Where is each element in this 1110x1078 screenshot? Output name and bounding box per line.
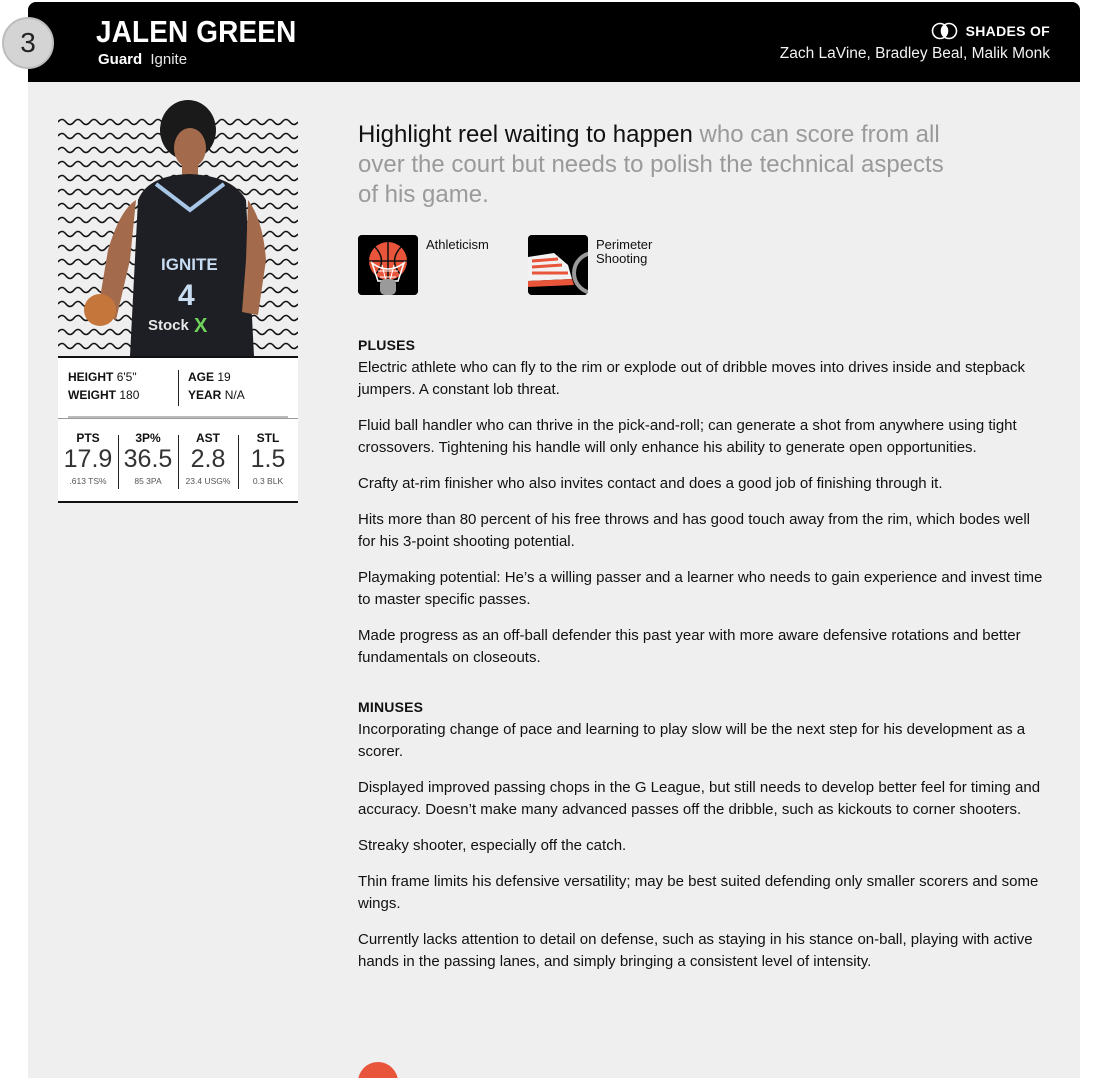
shades-of-players: Zach LaVine, Bradley Beal, Malik Monk — [779, 45, 1050, 62]
stat-3p — [118, 431, 178, 501]
pluses-title: PLUSES — [358, 337, 416, 353]
stat-stl — [238, 431, 298, 501]
age-value: 19 — [217, 370, 231, 384]
svg-text:4: 4 — [178, 279, 195, 312]
plus-item: Fluid ball handler who can thrive in the pick-and-roll; can generate a shot from anywhere using tight crossovers. Tightening his handle will only enhance his ability to generate open opportunities. — [358, 417, 1017, 456]
minus-item: Currently lacks attention to detail on defense, such as staying in his stance on-ball, playing with active hands in the passing lanes, and simply bringing a consistent level of intensity. — [358, 931, 1033, 970]
stat-value: 17.9 — [63, 445, 113, 473]
player-photo — [58, 100, 298, 358]
perimeter-shooting-icon — [528, 235, 588, 295]
player-name: JALEN GREEN — [96, 14, 297, 49]
stat-label: STL — [256, 431, 280, 445]
player-team: Ignite — [150, 51, 188, 68]
headline-strong: Highlight reel waiting to happen — [358, 121, 693, 148]
overlap-circles-icon — [930, 22, 960, 40]
skill-perimeter-shooting — [528, 235, 666, 295]
year-label: YEAR — [188, 388, 222, 402]
svg-text:Stock: Stock — [148, 317, 189, 334]
plus-item: Electric athlete who can fly to the rim or explode out of dribble moves into drives inside and stepback jumpers. A constant lob threat. — [358, 359, 1026, 398]
player-stat-card — [58, 100, 298, 503]
bio-year — [188, 388, 245, 402]
svg-text:IGNITE: IGNITE — [161, 255, 218, 274]
plus-item: Crafty at-rim finisher who also invites contact and does a good job of finishing through it. — [358, 475, 943, 492]
minus-item: Incorporating change of pace and learning to play slow will be the next step for his development as a scorer. — [358, 721, 1026, 760]
scouting-report — [358, 120, 1058, 973]
bio-age — [188, 370, 231, 384]
stat-label: 3P% — [135, 431, 161, 445]
stat-sub: 23.4 USG% — [185, 476, 231, 486]
stat-label: PTS — [76, 431, 100, 445]
bio-height — [68, 370, 137, 384]
year-value: N/A — [224, 388, 245, 402]
player-header — [28, 2, 1080, 82]
player-subtitle — [98, 51, 187, 68]
svg-text:X: X — [194, 315, 208, 337]
stat-value: 36.5 — [123, 445, 173, 473]
player-figure — [84, 100, 266, 356]
stat-pts — [58, 431, 118, 501]
athleticism-icon — [358, 235, 418, 295]
stat-value: 2.8 — [190, 445, 226, 473]
minus-item: Streaky shooter, especially off the catch. — [358, 837, 627, 854]
headline-rest: who can score from all over the court but needs to polish the technical aspects of his game. — [358, 121, 944, 208]
plus-item: Playmaking potential: He’s a willing passer and a learner who needs to gain experience and invest time to master specific passes. — [358, 569, 1043, 608]
minus-item: Thin frame limits his defensive versatility; may be best suited defending only smaller scorers and some wings. — [358, 873, 1039, 912]
weight-value: 180 — [119, 388, 140, 402]
stat-sub: 0.3 BLK — [252, 476, 284, 486]
skill-label-athleticism: Athleticism — [426, 237, 489, 252]
skill-athleticism — [358, 235, 496, 295]
minuses-title: MINUSES — [358, 699, 424, 715]
height-label: HEIGHT — [68, 370, 114, 384]
player-card-panel — [28, 2, 1080, 1078]
stat-sub: 85 3PA — [134, 476, 162, 486]
wavy-lines-background — [58, 100, 298, 356]
stat-sub: .613 TS% — [69, 476, 107, 486]
age-label: AGE — [188, 370, 215, 384]
scroll-to-top-button[interactable] — [358, 1062, 398, 1078]
stat-value: 1.5 — [250, 445, 286, 473]
stat-ast — [178, 431, 238, 501]
bio-underline — [68, 416, 288, 418]
plus-item: Hits more than 80 percent of his free throws and has good touch away from the rim, which bodes well for his 3-point shooting potential. — [358, 511, 1031, 550]
player-position: Guard — [98, 51, 143, 68]
plus-item: Made progress as an off-ball defender this past year with more aware defensive rotations and better fundamentals on closeouts. — [358, 627, 1021, 666]
height-value: 6'5" — [116, 370, 137, 384]
skill-badges — [358, 235, 1058, 295]
player-bio — [58, 358, 298, 419]
shades-of-text: SHADES OF — [965, 23, 1050, 39]
bio-weight — [68, 388, 139, 402]
summary-headline — [358, 120, 948, 210]
skill-label-perimeter-shooting: Perimeter Shooting — [596, 237, 653, 266]
bio-divider — [178, 370, 179, 406]
shades-of-label — [780, 22, 1050, 40]
shades-of — [780, 22, 1050, 63]
minus-item: Displayed improved passing chops in the G League, but still needs to develop better feel for timing and accuracy. Doesn’t make many advanced passes off the dribble, such as kickouts to corner shooters. — [358, 779, 1041, 818]
weight-label: WEIGHT — [68, 388, 116, 402]
stat-label: AST — [196, 431, 220, 445]
rank-badge: 3 — [2, 17, 54, 69]
player-stats — [58, 419, 298, 503]
